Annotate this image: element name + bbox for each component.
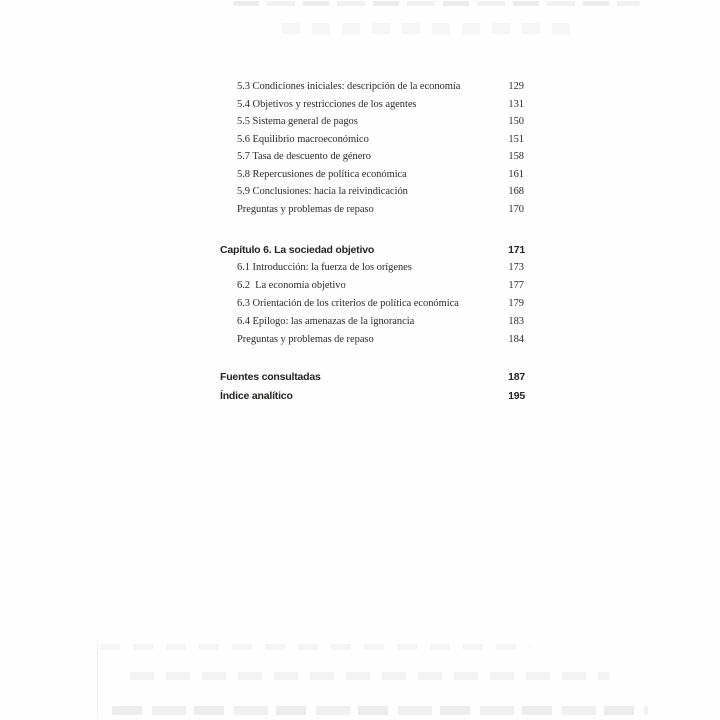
toc-backmatter-entry bbox=[220, 387, 525, 406]
toc-entry bbox=[237, 78, 524, 96]
toc-entry-label: 5.8 Repercusiones de política económica bbox=[237, 168, 407, 180]
toc-entry-page: 161 bbox=[508, 168, 524, 180]
toc-entry bbox=[237, 166, 524, 184]
toc-entry bbox=[237, 259, 524, 277]
toc-entry-page: 184 bbox=[508, 334, 524, 345]
scan-artifact-bottom-ghost-2 bbox=[130, 672, 610, 680]
toc-entry bbox=[237, 131, 524, 149]
toc-entry-page: 170 bbox=[508, 203, 524, 215]
toc-entry-label: 6.2 La economía objetivo bbox=[237, 280, 346, 291]
scan-artifact-left-edge bbox=[97, 642, 98, 718]
toc-entry-label: 5.4 Objetivos y restricciones de los agentes bbox=[237, 98, 417, 110]
toc-entry-label: 5.7 Tasa de descuento de género bbox=[237, 151, 371, 162]
toc-back-matter bbox=[220, 368, 525, 406]
toc-chapter-heading-page: 171 bbox=[508, 244, 525, 256]
toc-section-chapter5 bbox=[237, 78, 524, 218]
toc-entry-label: 6.3 Orientación de los criterios de política económica bbox=[237, 298, 459, 309]
toc-entry-label: 6.4 Epílogo: las amenazas de la ignorancia bbox=[237, 316, 415, 327]
toc-entry-label: 5.6 Equilibrio macroeconómico bbox=[237, 133, 369, 145]
scan-artifact-top-ghost bbox=[282, 23, 582, 34]
toc-entry bbox=[237, 148, 524, 166]
toc-entry-label: 5.3 Condiciones iniciales: descripción de la economía bbox=[237, 81, 461, 92]
toc-entry bbox=[237, 313, 524, 331]
scan-artifact-bottom-edge bbox=[112, 706, 648, 715]
scan-artifact-top-edge bbox=[233, 1, 640, 6]
toc-backmatter-label: Fuentes consultadas bbox=[220, 371, 321, 383]
toc-entry-label: 5.9 Conclusiones: hacia la reivindicación bbox=[237, 186, 408, 197]
toc-entry-label: 5.5 Sistema general de pagos bbox=[237, 116, 358, 127]
toc-chapter-heading bbox=[220, 241, 525, 259]
toc-entry bbox=[237, 183, 524, 201]
toc-entry-label: Preguntas y problemas de repaso bbox=[237, 203, 374, 215]
toc-backmatter-page: 187 bbox=[508, 371, 525, 383]
toc-chapter6-heading-group bbox=[220, 241, 525, 259]
toc-backmatter-page: 195 bbox=[508, 390, 525, 402]
toc-entry-page: 179 bbox=[508, 298, 524, 309]
toc-entry-page: 150 bbox=[508, 116, 524, 127]
toc-entry bbox=[237, 113, 524, 131]
toc-entry bbox=[237, 277, 524, 295]
toc-entry-page: 129 bbox=[508, 81, 524, 92]
toc-entry-page: 177 bbox=[508, 280, 524, 291]
toc-chapter-heading-label: Capítulo 6. La sociedad objetivo bbox=[220, 244, 375, 256]
toc-entry bbox=[237, 96, 524, 114]
toc-entry-page: 158 bbox=[508, 151, 524, 162]
toc-entry-label: 6.1 Introducción: la fuerza de los orígenes bbox=[237, 262, 412, 273]
toc-backmatter-label: Índice analítico bbox=[220, 390, 293, 402]
toc-entry bbox=[237, 295, 524, 313]
scan-artifact-bottom-ghost-1 bbox=[100, 644, 530, 650]
toc-backmatter-entry bbox=[220, 368, 525, 387]
toc-entry-page: 173 bbox=[508, 262, 524, 273]
toc-entry bbox=[237, 201, 524, 219]
toc-entry-label: Preguntas y problemas de repaso bbox=[237, 334, 374, 345]
toc-entry-page: 131 bbox=[508, 98, 524, 110]
toc-section-chapter6 bbox=[237, 259, 524, 349]
toc-entry-page: 183 bbox=[508, 316, 524, 327]
toc-entry-page: 151 bbox=[508, 133, 524, 145]
toc-entry bbox=[237, 331, 524, 349]
toc-entry-page: 168 bbox=[508, 186, 524, 197]
